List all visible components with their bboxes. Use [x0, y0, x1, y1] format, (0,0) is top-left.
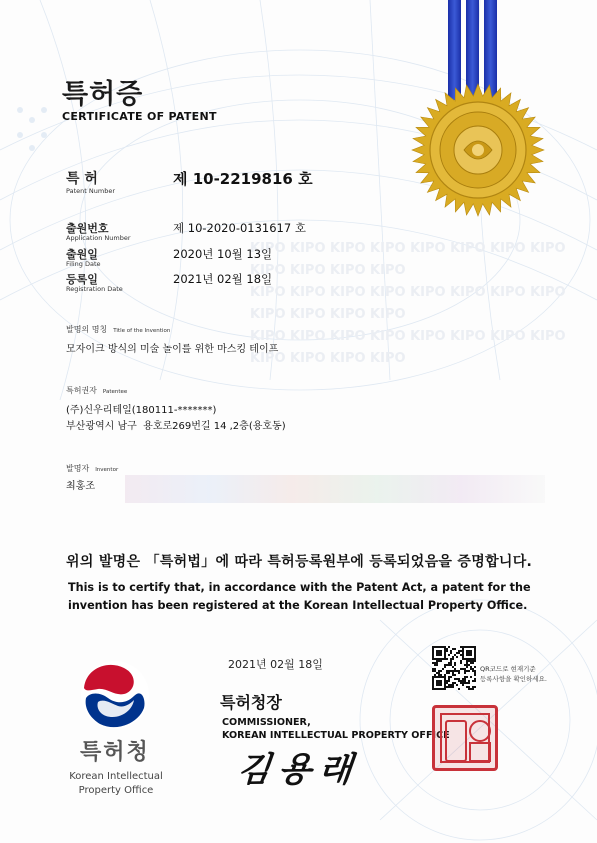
kipo-name-en-line2: Property Office	[78, 785, 154, 796]
registration-date-label: 등록일	[66, 273, 98, 286]
certificate-title-en: CERTIFICATE OF PATENT	[62, 110, 217, 123]
patentee-label-en: Patentee	[102, 389, 128, 395]
redaction-blur	[125, 475, 545, 503]
inventor-label	[66, 463, 118, 474]
kipo-watermark: KIPO KIPO KIPO KIPO KIPO KIPO KIPO KIPO KIPO KIPO KIPO KIPO KIPO KIPO KIPO KIPO KIPO KIPO KIPO KIPO KIPO KIPO KIPO KIPO KIPO KIPO KIPO KIPO KIPO KIPO KIPO KIPO KIPO KIPO KIPO KIPO	[250, 241, 566, 366]
inventor-label-en: Inventor	[95, 467, 119, 473]
inventor-label-ko: 발명자	[66, 464, 90, 473]
official-stamp	[432, 705, 498, 771]
invention-title-value: 모자이크 방식의 미술 놀이를 위한 마스킹 테이프	[66, 344, 279, 355]
patentee-label	[66, 385, 127, 396]
kipo-name-ko: 특허청	[80, 740, 150, 765]
inventor-name: 최홍조	[66, 481, 95, 492]
invention-label-en: Title of the Invention	[113, 328, 171, 334]
qr-instruction	[480, 664, 547, 684]
kipo-logo-emblem	[78, 658, 152, 732]
registration-date-label-en: Registration Date	[66, 285, 123, 293]
qr-instruction-line1: QR코드로 현재기준	[480, 665, 536, 673]
filing-date-value: 2020년 10월 13일	[173, 247, 273, 261]
patent-number-label-en: Patent Number	[66, 187, 116, 195]
commissioner-title-en	[222, 716, 450, 742]
signature: 김 용 래	[235, 750, 352, 790]
patent-number-value: 제 10-2219816 호	[173, 170, 313, 188]
certificate-title: 특허증	[62, 79, 144, 110]
application-number-label-en: Application Number	[66, 234, 131, 242]
commissioner-title-en-line2: KOREAN INTELLECTUAL PROPERTY OFFICE	[222, 730, 450, 741]
registration-date-value: 2021년 02월 18일	[173, 272, 273, 286]
certification-statement-ko: 위의 발명은 「특허법」에 따라 특허등록원부에 등록되었음을 증명합니다.	[66, 554, 533, 570]
patentee-label-ko: 특허권자	[66, 386, 97, 395]
certification-statement-en: This is to certify that, in accordance with the Patent Act, a patent for the invention has been registered at the Korean Intellectual Property Office.	[68, 581, 531, 612]
commissioner-title-en-line1: COMMISSIONER,	[222, 717, 311, 728]
patent-number-label: 특 허	[66, 171, 98, 187]
kipo-name-en	[52, 770, 180, 798]
kipo-name-en-line1: Korean Intellectual	[69, 771, 163, 782]
issue-date: 2021년 02월 18일	[228, 658, 323, 671]
filing-date-label-en: Filing Date	[66, 260, 101, 268]
invention-label	[66, 324, 170, 335]
application-number-label: 출원번호	[66, 222, 109, 235]
qr-instruction-line2: 등록사항을 확인하세요.	[480, 675, 547, 683]
gold-seal	[408, 80, 548, 220]
patentee-address: 부산광역시 남구 용호로269번길 14 ,2층(용호동)	[66, 421, 286, 432]
filing-date-label: 출원일	[66, 248, 98, 261]
commissioner-title-ko: 특허청장	[220, 693, 282, 712]
application-number-value: 제 10-2020-0131617 호	[173, 221, 306, 235]
patentee-name: (주)신우리테일(180111-*******)	[66, 405, 217, 416]
invention-label-ko: 발명의 명칭	[66, 325, 108, 334]
qr-code[interactable]	[432, 646, 476, 690]
